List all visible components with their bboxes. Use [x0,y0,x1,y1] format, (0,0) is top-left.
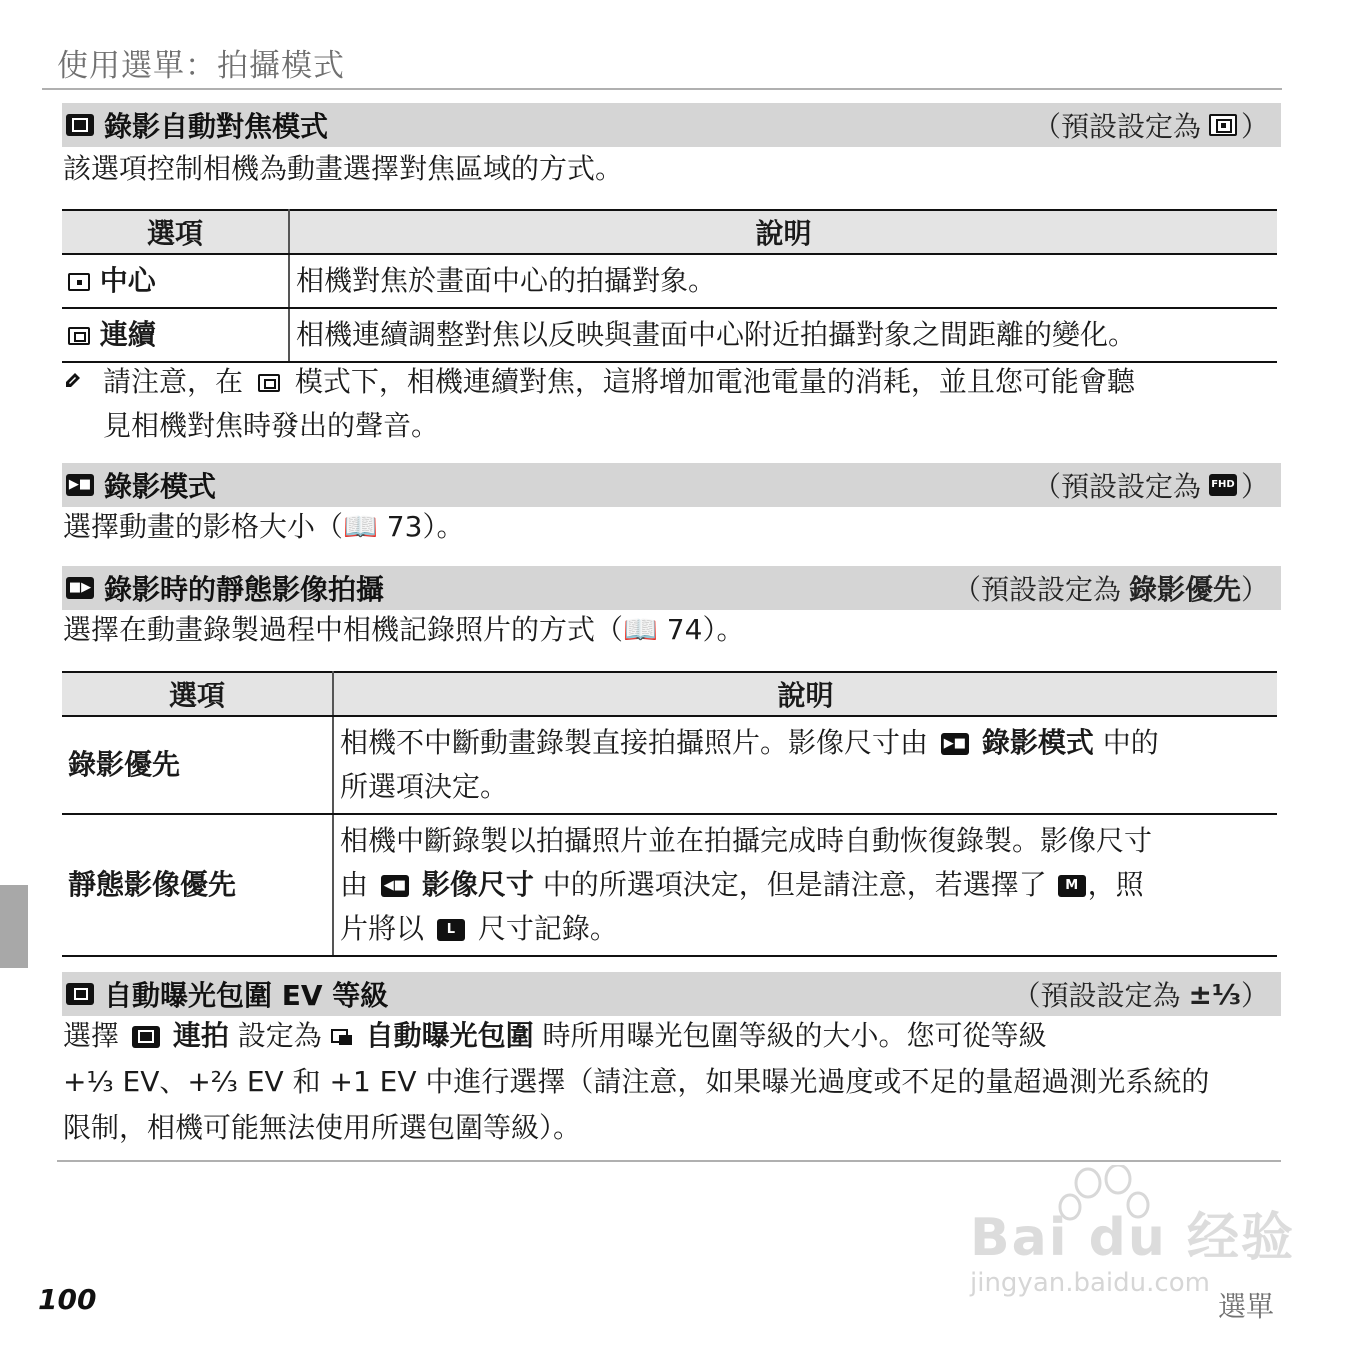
description-cell: 相機中斷錄製以拍攝照片並在拍攝完成時自動恢復錄製。影像尺寸 由 ◀■ 影像尺寸 中的所選項決定，但是請注意，若選擇了 M ，照 片將以 L 尺寸記錄。 [333,814,1277,956]
section-title: 錄影模式 [104,470,217,503]
column-header-option: 選項 [62,672,333,716]
option-cell: 連續 [62,308,289,362]
options-table-af [62,209,1277,363]
page-number: 100 [38,1283,97,1316]
side-tab-marker [0,885,28,968]
watermark-brand: Bai du 经验 [970,1208,1295,1268]
still-during-movie-icon: ■▶ [66,577,94,599]
image-size-icon: ◀■ [381,875,409,897]
section-header-still-during-movie [62,566,1281,610]
ae-bracketing-small-icon [331,1027,357,1047]
watermark-url: jingyan.baidu.com [970,1268,1210,1298]
section-description: 該選項控制相機為動畫選擇對焦區域的方式。 [63,152,624,185]
section-header-ae-bracketing [62,972,1281,1016]
movie-mode-icon: ▶■ [66,474,94,496]
size-l-icon: L [437,919,465,941]
book-icon: 📖 [343,510,378,543]
movie-af-mode-icon [66,114,94,136]
note-block [63,360,1278,448]
section-default: （預設設定為 FHD ） [1032,470,1269,503]
table-row [62,308,1277,362]
section-default: （預設設定為 錄影優先 ） [952,573,1269,606]
ae-bracketing-icon [66,983,94,1005]
section-header-movie-af-mode [62,103,1281,147]
section-description: 選擇動畫的影格大小（📖 73）。 [63,510,465,543]
movie-mode-icon: ▶■ [941,733,969,755]
pencil-note-icon [63,370,83,390]
table-row [62,716,1277,814]
column-header-description: 說明 [289,210,1277,254]
note-text: 請注意，在 模式下，相機連續對焦，這將增加電池電量的消耗，並且您可能會聽 見相機對焦時發出的聲音。 [103,365,1135,442]
page-header-title: 使用選單：拍攝模式 [57,48,345,84]
option-cell: 錄影優先 [62,716,333,814]
fullhd-icon: FHD [1209,474,1237,496]
description-cell: 相機不中斷動畫錄製直接拍攝照片。影像尺寸由 ▶■ 錄影模式 中的 所選項決定。 [333,716,1277,814]
af-continuous-icon [258,374,280,392]
footer-section-label: 選單 [1218,1290,1275,1323]
column-header-option: 選項 [62,210,289,254]
description-cell: 相機連續調整對焦以反映與畫面中心附近拍攝對象之間距離的變化。 [289,308,1277,362]
size-m-icon: M [1058,875,1086,897]
book-icon: 📖 [623,613,658,646]
section-title: 錄影時的靜態影像拍攝 [104,573,385,606]
description-cell: 相機對焦於畫面中心的拍攝對象。 [289,254,1277,308]
options-table-still [62,671,1277,957]
section-header-movie-mode [62,463,1281,507]
af-continuous-icon [68,327,90,345]
continuous-shooting-icon [132,1026,160,1048]
column-header-description: 說明 [333,672,1277,716]
section-description: 選擇在動畫錄製過程中相機記錄照片的方式（📖 74）。 [63,613,745,646]
section-title: 錄影自動對焦模式 [104,110,329,143]
section-title: 自動曝光包圍 EV 等級 [104,979,389,1012]
section-default: （預設設定為 ±⅓ ） [1012,977,1269,1012]
table-row [62,814,1277,956]
table-row [62,254,1277,308]
section-default: （預設設定為 ） [1032,110,1269,143]
af-center-icon [68,273,90,291]
header-divider [42,88,1282,90]
footer-divider [57,1160,1281,1162]
option-cell: 靜態影像優先 [62,814,333,956]
option-cell: 中心 [62,254,289,308]
af-center-icon [1209,114,1237,136]
section-description: 選擇 連拍 設定為 自動曝光包圍 時所用曝光包圍等級的大小。您可從等級 +⅓ EV、+⅔ EV 和 +1 EV 中進行選擇（請注意，如果曝光過度或不足的量超過測光系統的 限制，相機可能無法使用所選包圍等級）。 [63,1019,1210,1144]
